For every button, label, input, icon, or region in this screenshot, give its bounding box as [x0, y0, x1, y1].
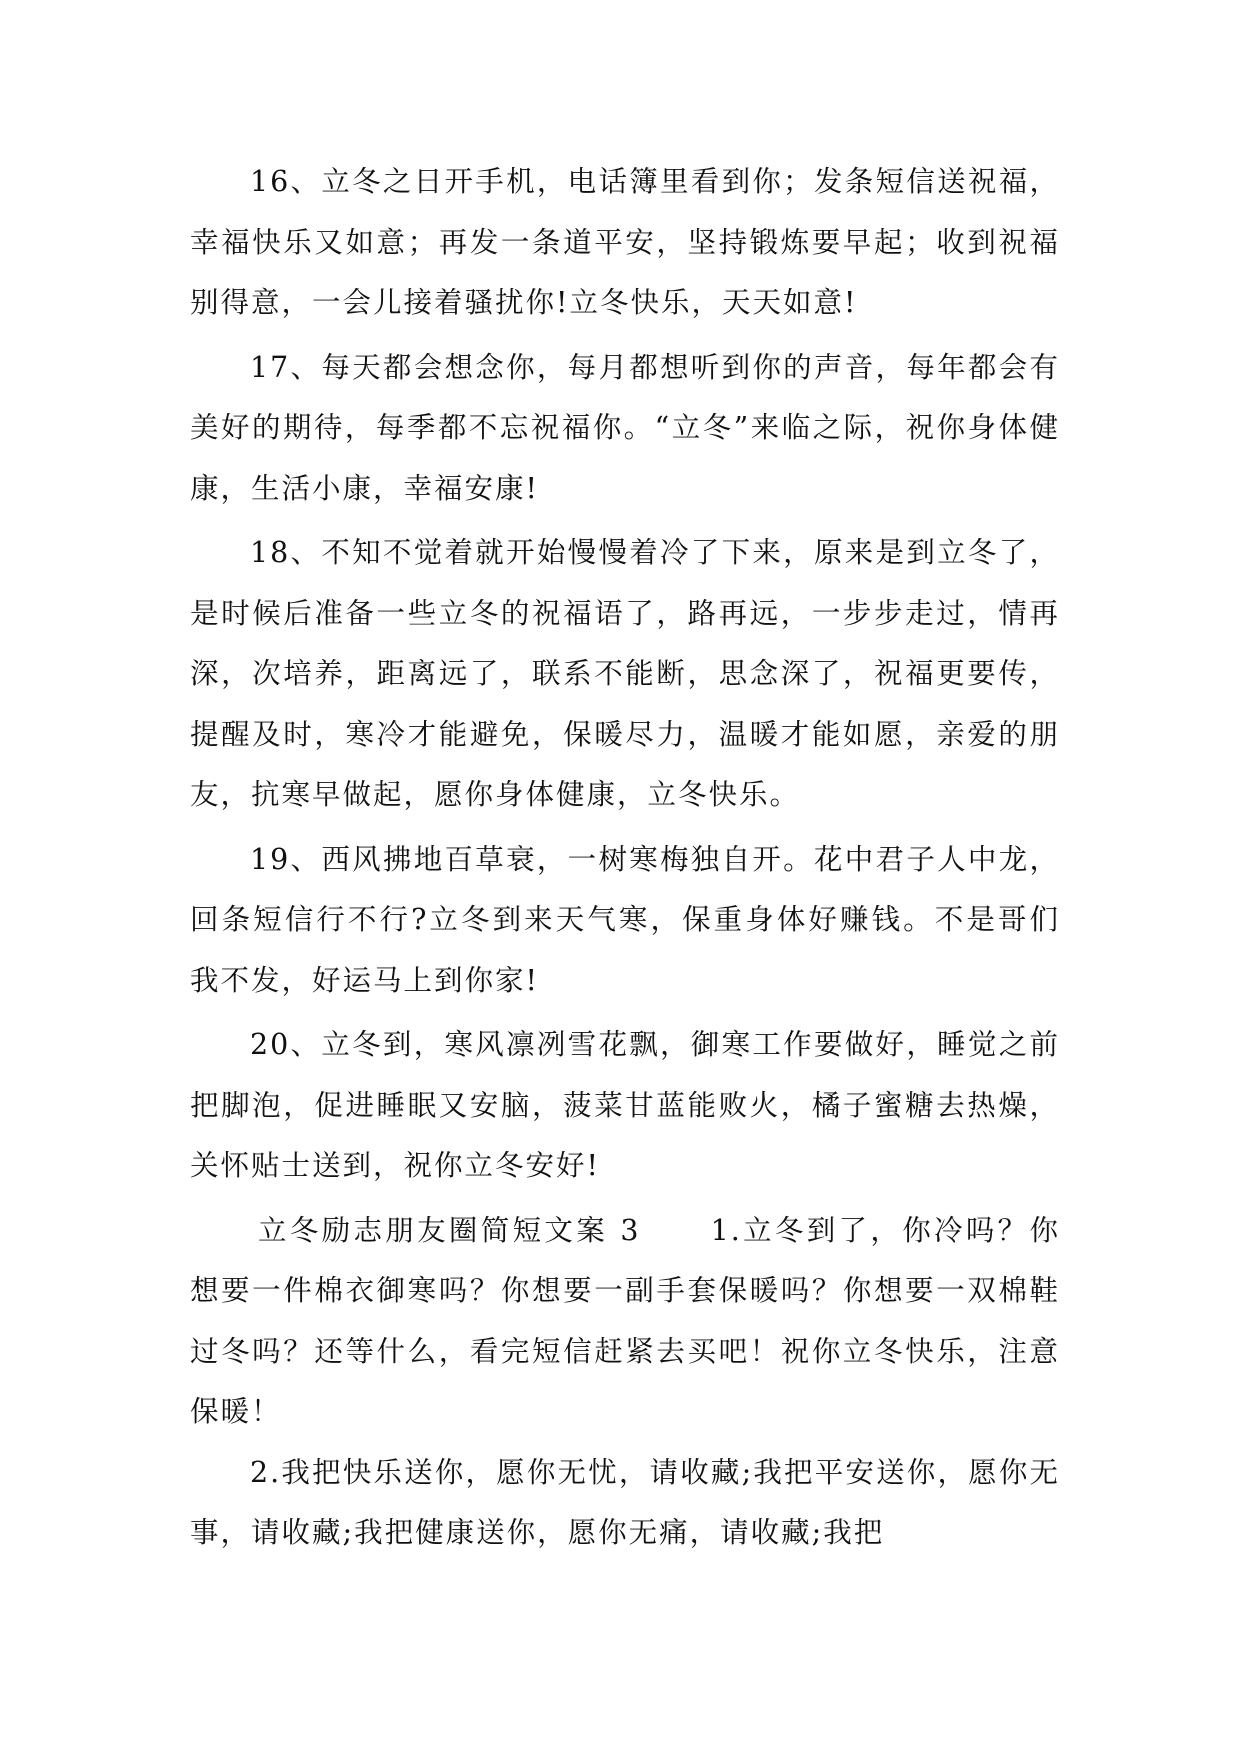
paragraph-19: 19、西风拂地百草衰，一树寒梅独自开。花中君子人中龙，回条短信行不行?立冬到来天气寒，保重身体好赚钱。不是哥们我不发，好运马上到你家!	[190, 842, 1060, 997]
document-body	[190, 152, 1060, 1568]
section-heading: 立冬励志朋友圈简短文案 3	[258, 1213, 641, 1247]
paragraph-18: 18、不知不觉着就开始慢慢着冷了下来，原来是到立冬了，是时候后准备一些立冬的祝福语了，路再远，一步步走过，情再深，次培养，距离远了，联系不能断，思念深了，祝福更要传，提醒及时，寒冷才能避免，保暖尽力，温暖才能如愿，亲爱的朋友，抗寒早做起，愿你身体健康，立冬快乐。	[190, 536, 1060, 811]
paragraph-20: 20、立冬到，寒风凛冽雪花飘，御寒工作要做好，睡觉之前把脚泡，促进睡眠又安脑，菠菜甘蓝能败火，橘子蜜糖去热燥，关怀贴士送到，祝你立冬安好!	[190, 1028, 1060, 1182]
section-paragraph	[190, 1201, 1060, 1443]
paragraph-item-2: 2.我把快乐送你，愿你无忧，请收藏;我把平安送你，愿你无事，请收藏;我把健康送你，愿你无痛，请收藏;我把	[190, 1455, 1060, 1549]
paragraph-17: 17、每天都会想念你，每月都想听到你的声音，每年都会有美好的期待，每季都不忘祝福你。“立冬”来临之际，祝你身体健康，生活小康，幸福安康!	[190, 350, 1060, 505]
paragraph-16: 16、立冬之日开手机，电话簿里看到你；发条短信送祝福，幸福快乐又如意；再发一条道平安，坚持锻炼要早起；收到祝福别得意，一会儿接着骚扰你!立冬快乐，天天如意!	[190, 165, 1060, 319]
section-first-item: 1.立冬到了，你冷吗？你想要一件棉衣御寒吗？你想要一副手套保暖吗？你想要一双棉鞋过冬吗？还等什么，看完短信赶紧去买吧！祝你立冬快乐，注意保暖！	[190, 1213, 1060, 1428]
